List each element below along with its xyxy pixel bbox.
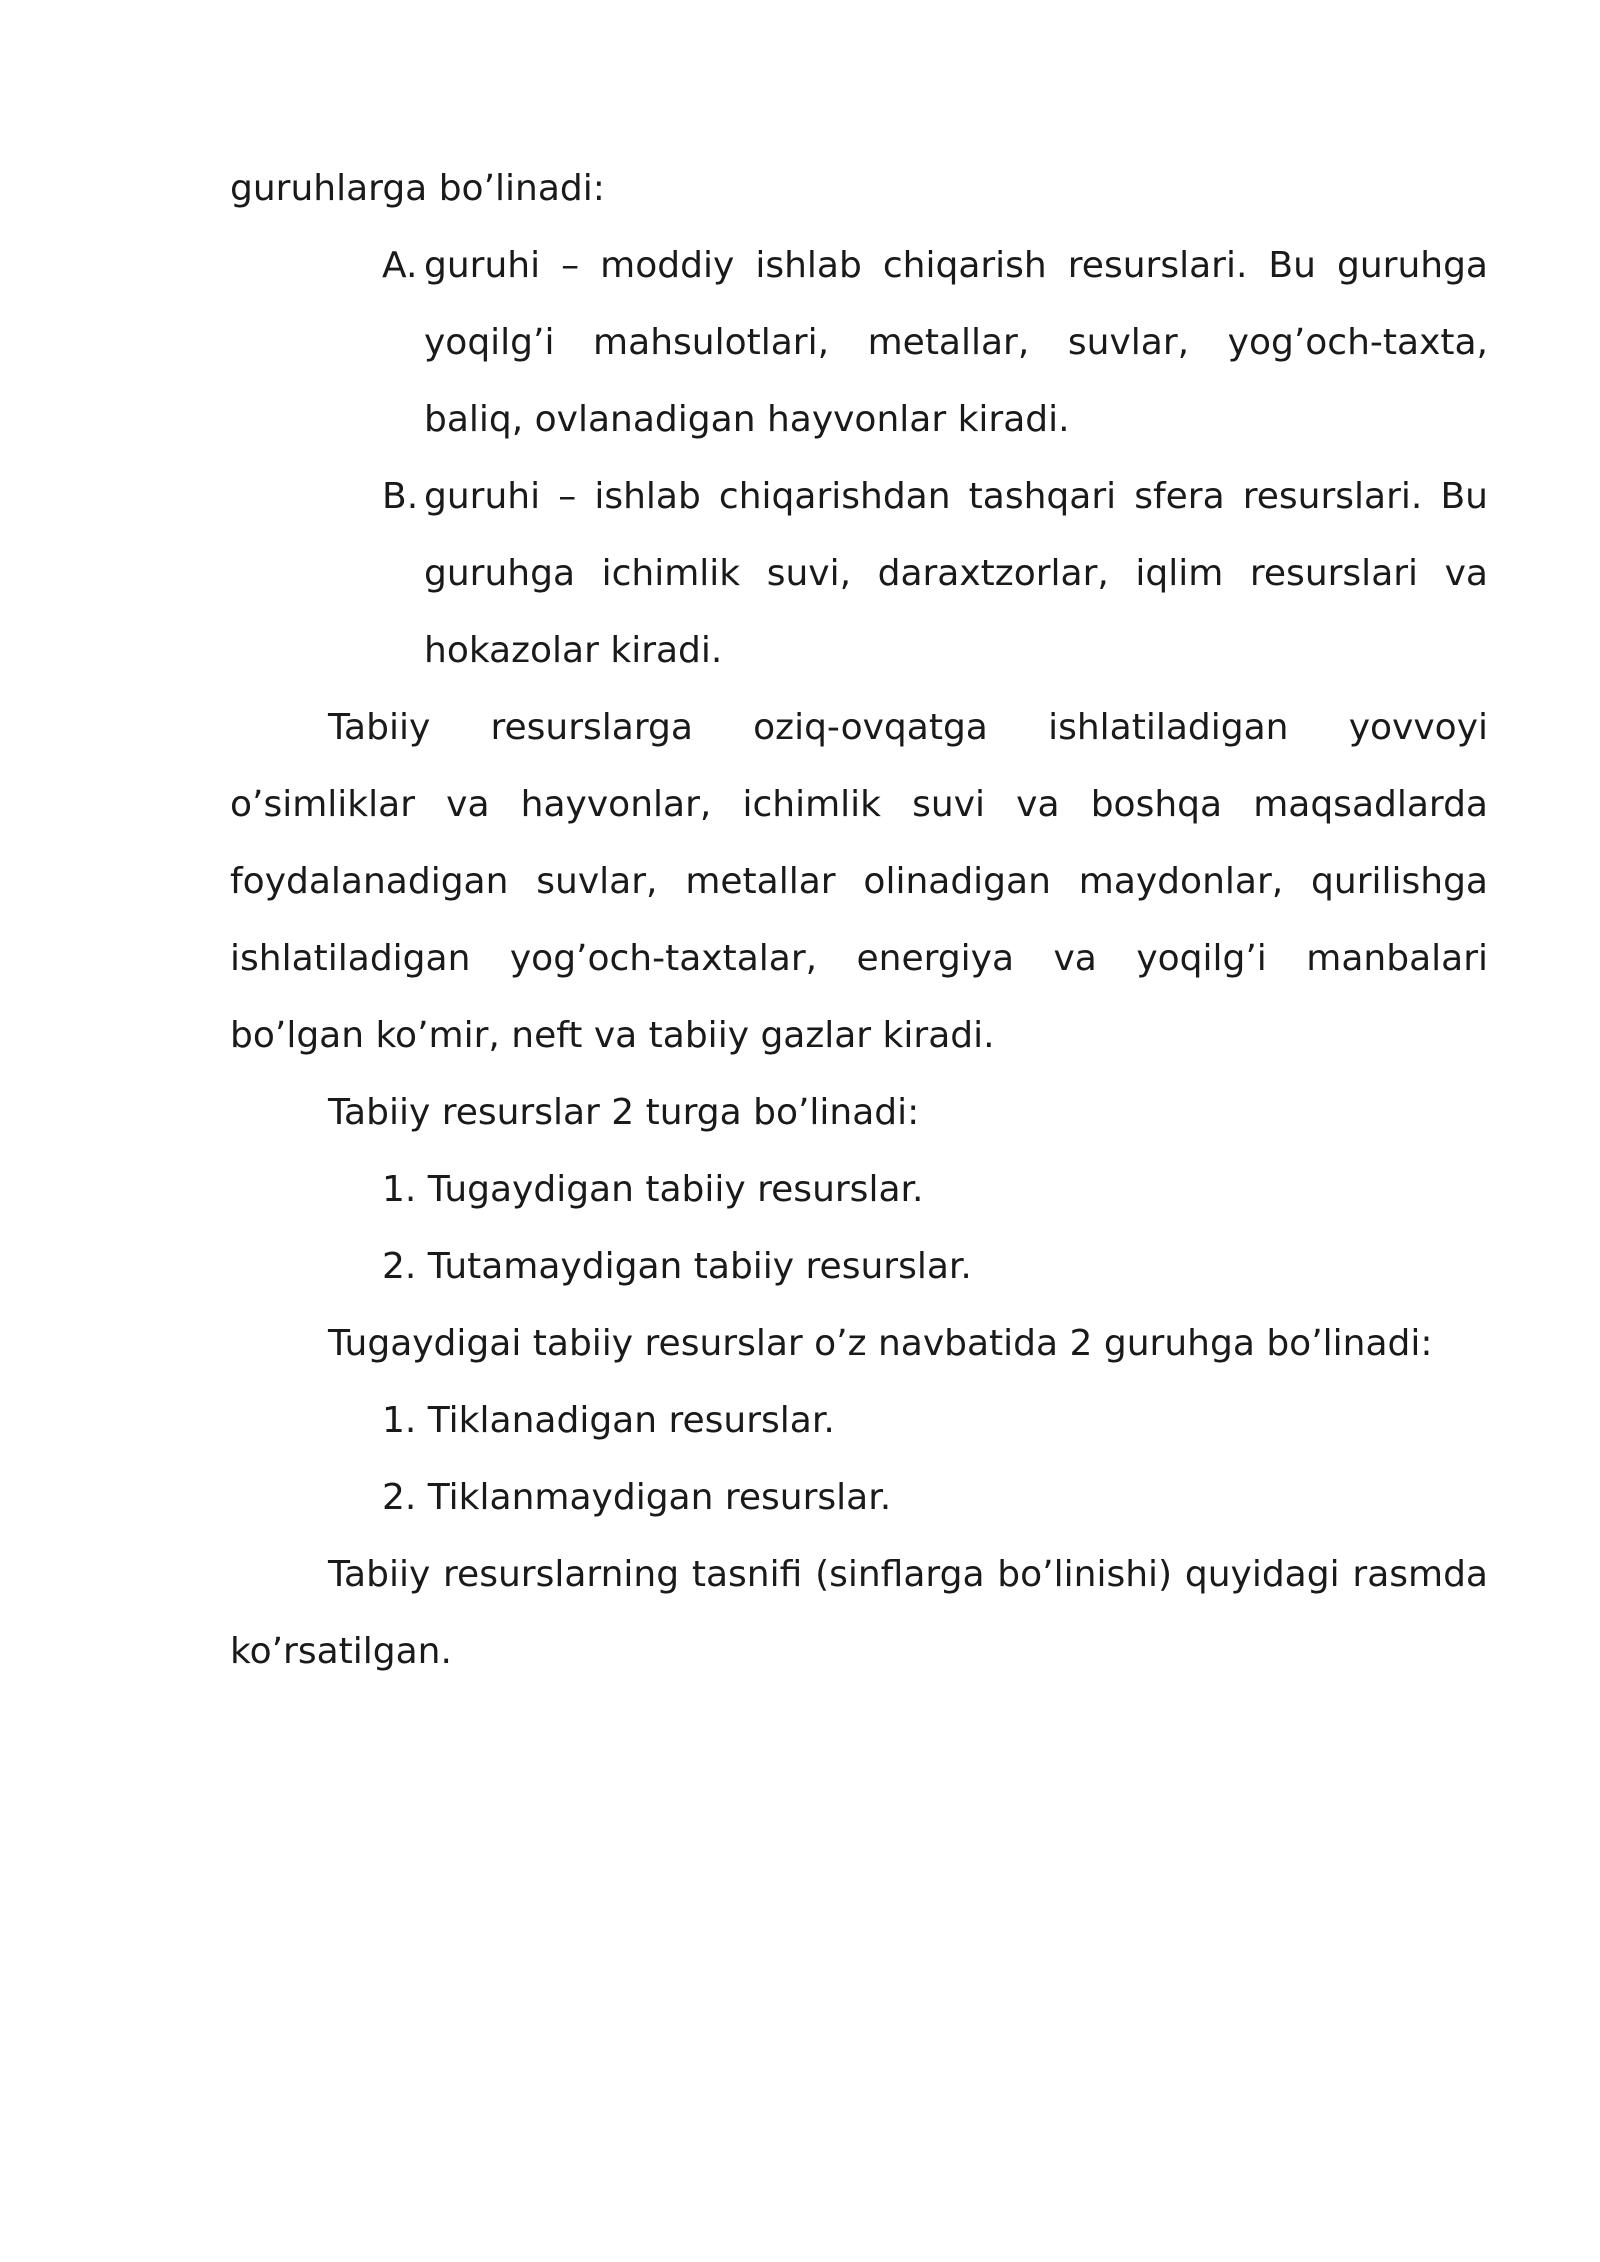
- group-b-marker: B.: [382, 476, 419, 517]
- type-item-2: 2. Tutamaydigan tabiiy resurslar.: [382, 1246, 972, 1287]
- exhaustible-item-1: 1. Tiklanadigan resurslar.: [382, 1400, 835, 1441]
- group-a-item: [382, 227, 1488, 458]
- exhaustible-item-2: 2. Tiklanmaydigan resurslar.: [382, 1477, 892, 1518]
- group-b-item: [382, 458, 1488, 689]
- group-a-marker: A.: [382, 245, 418, 286]
- paragraph-natural-resources: Tabiiy resurslarga oziq-ovqatga ishlatiladigan yovvoyi o’simliklar va hayvonlar, ichimlik suvi va boshqa maqsadlarda foydalanadigan suvlar, metallar olinadigan maydonlar, qurilishga ishlatiladigan yog’och-taxtalar, energiya va yoqilg’i manbalari bo’lgan ko’mir, neft va tabiiy gazlar kiradi.: [230, 707, 1488, 1056]
- paragraph-exhaustible: Tugaydigai tabiiy resurslar o’z navbatida 2 guruhga bo’linadi:: [328, 1323, 1433, 1364]
- document-page: [230, 150, 1488, 1690]
- paragraph-classification: Tabiiy resurslarning tasnifi (sinflarga bo’linishi) quyidagi rasmda ko’rsatilgan.: [230, 1554, 1488, 1672]
- opening-line: guruhlarga bo’linadi:: [230, 168, 605, 209]
- group-b-text: guruhi – ishlab chiqarishdan tashqari sfera resurslari. Bu guruhga ichimlik suvi, daraxtzorlar, iqlim resurslari va hokazolar kiradi.: [424, 476, 1488, 671]
- group-a-text: guruhi – moddiy ishlab chiqarish resurslari. Bu guruhga yoqilg’i mahsulotlari, metallar, suvlar, yog’och-taxta, baliq, ovlanadigan hayvonlar kiradi.: [424, 245, 1488, 440]
- type-item-1: 1. Tugaydigan tabiiy resurslar.: [382, 1169, 924, 1210]
- paragraph-two-types: Tabiiy resurslar 2 turga bo’linadi:: [328, 1092, 920, 1133]
